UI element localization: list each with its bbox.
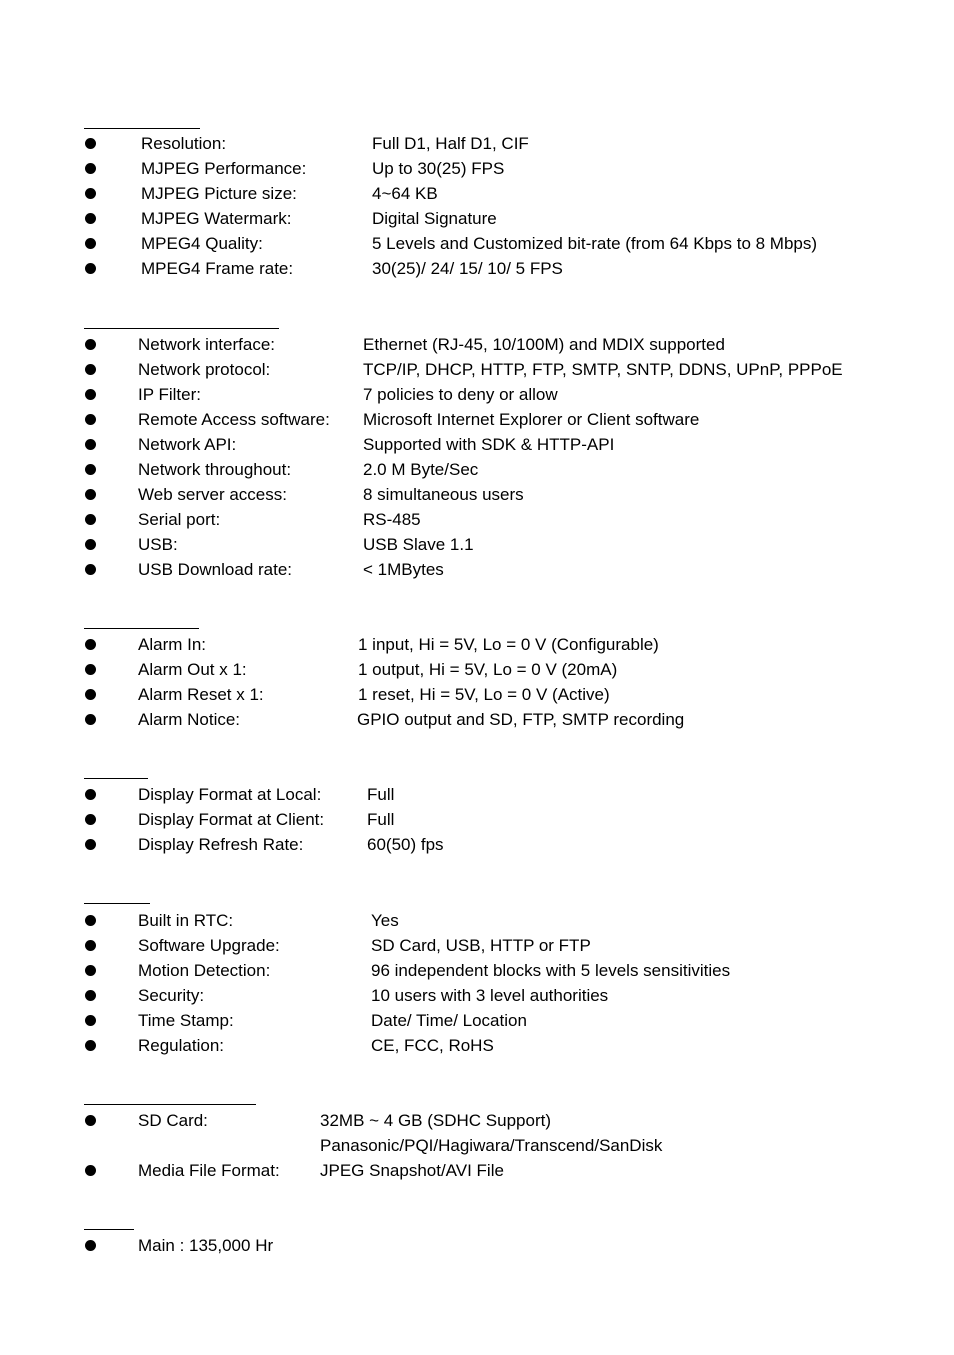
spec-label: Web server access: xyxy=(138,485,287,504)
spec-value: Yes xyxy=(371,911,399,930)
spec-label: IP Filter: xyxy=(138,385,201,404)
spec-value: Date/ Time/ Location xyxy=(371,1011,527,1030)
spec-value: 8 simultaneous users xyxy=(363,485,524,504)
section-underline xyxy=(84,128,200,129)
spec-value: Microsoft Internet Explorer or Client software xyxy=(363,410,700,429)
spec-label: Time Stamp: xyxy=(138,1011,234,1030)
spec-label: SD Card: xyxy=(138,1111,208,1130)
spec-value: 1 reset, Hi = 5V, Lo = 0 V (Active) xyxy=(358,685,610,704)
bullet-icon xyxy=(85,814,96,825)
spec-label: Alarm Out x 1: xyxy=(138,660,247,679)
spec-value: USB Slave 1.1 xyxy=(363,535,474,554)
spec-value: Up to 30(25) FPS xyxy=(372,159,505,178)
bullet-icon xyxy=(85,439,96,450)
spec-label: USB: xyxy=(138,535,178,554)
spec-label: Serial port: xyxy=(138,510,221,529)
bullet-icon xyxy=(85,263,96,274)
spec-label: Alarm In: xyxy=(138,635,207,654)
spec-value: SD Card, USB, HTTP or FTP xyxy=(371,936,591,955)
spec-value: TCP/IP, DHCP, HTTP, FTP, SMTP, SNTP, DDNS, UPnP, PPPoE xyxy=(363,360,843,379)
spec-label: MJPEG Picture size: xyxy=(141,184,297,203)
spec-value: Full xyxy=(367,785,395,804)
bullet-icon xyxy=(85,689,96,700)
spec-value: 96 independent blocks with 5 levels sensitivities xyxy=(371,961,731,980)
spec-value: CE, FCC, RoHS xyxy=(371,1036,494,1055)
bullet-icon xyxy=(85,364,96,375)
bullet-icon xyxy=(85,514,96,525)
bullet-icon xyxy=(85,639,96,650)
bullet-icon xyxy=(85,915,96,926)
spec-value: 5 Levels and Customized bit-rate (from 64 Kbps to 8 Mbps) xyxy=(372,234,818,253)
spec-value: 2.0 M Byte/Sec xyxy=(363,460,479,479)
bullet-icon xyxy=(85,213,96,224)
bullet-icon xyxy=(85,839,96,850)
spec-label: Network throughout: xyxy=(138,460,292,479)
spec-label: USB Download rate: xyxy=(138,560,293,579)
bullet-icon xyxy=(85,238,96,249)
bullet-icon xyxy=(85,489,96,500)
spec-label: Display Format at Local: xyxy=(138,785,322,804)
spec-label: Resolution: xyxy=(141,134,227,153)
bullet-icon xyxy=(85,664,96,675)
spec-value: 32MB ~ 4 GB (SDHC Support) xyxy=(320,1111,552,1130)
bullet-icon xyxy=(85,188,96,199)
section-underline xyxy=(84,1104,256,1105)
spec-value: 10 users with 3 level authorities xyxy=(371,986,609,1005)
bullet-icon xyxy=(85,1240,96,1251)
spec-label: Security: xyxy=(138,986,205,1005)
spec-label: Software Upgrade: xyxy=(138,936,280,955)
spec-label: Alarm Notice: xyxy=(138,710,241,729)
bullet-icon xyxy=(85,990,96,1001)
spec-label: Display Refresh Rate: xyxy=(138,835,304,854)
spec-label: MJPEG Performance: xyxy=(141,159,307,178)
spec-value: Full xyxy=(367,810,395,829)
bullet-icon xyxy=(85,414,96,425)
spec-label: MJPEG Watermark: xyxy=(141,209,292,228)
bullet-icon xyxy=(85,564,96,575)
spec-label: Alarm Reset x 1: xyxy=(138,685,264,704)
bullet-icon xyxy=(85,1040,96,1051)
spec-label: Network API: xyxy=(138,435,237,454)
bullet-icon xyxy=(85,163,96,174)
spec-value: Digital Signature xyxy=(372,209,497,228)
bullet-icon xyxy=(85,714,96,725)
bullet-icon xyxy=(85,539,96,550)
section-underline xyxy=(84,628,199,629)
spec-label: Remote Access software: xyxy=(138,410,330,429)
spec-value: 60(50) fps xyxy=(367,835,444,854)
spec-value: Ethernet (RJ-45, 10/100M) and MDIX supported xyxy=(363,335,725,354)
spec-value: < 1MBytes xyxy=(363,560,444,579)
spec-label: Network interface: xyxy=(138,335,275,354)
spec-value: Full D1, Half D1, CIF xyxy=(372,134,529,153)
bullet-icon xyxy=(85,339,96,350)
spec-label: Network protocol: xyxy=(138,360,271,379)
spec-value: JPEG Snapshot/AVI File xyxy=(320,1161,504,1180)
spec-label: Media File Format: xyxy=(138,1161,280,1180)
bullet-icon xyxy=(85,138,96,149)
spec-label: Regulation: xyxy=(138,1036,225,1055)
spec-label: MPEG4 Quality: xyxy=(141,234,263,253)
spec-value: RS-485 xyxy=(363,510,421,529)
spec-value: GPIO output and SD, FTP, SMTP recording xyxy=(357,710,685,729)
spec-value: 4~64 KB xyxy=(372,184,438,203)
spec-value: Panasonic/PQI/Hagiwara/Transcend/SanDisk xyxy=(320,1136,663,1155)
spec-label: Motion Detection: xyxy=(138,961,271,980)
section-underline xyxy=(84,328,279,329)
spec-value: 1 output, Hi = 5V, Lo = 0 V (20mA) xyxy=(358,660,618,679)
section-underline xyxy=(84,778,148,779)
section-underline xyxy=(84,1229,134,1230)
spec-label: Built in RTC: xyxy=(138,911,234,930)
bullet-icon xyxy=(85,940,96,951)
bullet-icon xyxy=(85,789,96,800)
spec-label: Display Format at Client: xyxy=(138,810,325,829)
bullet-icon xyxy=(85,1165,96,1176)
spec-label: Main : 135,000 Hr xyxy=(138,1236,274,1255)
spec-value: 7 policies to deny or allow xyxy=(363,385,558,404)
spec-value: Supported with SDK & HTTP-API xyxy=(363,435,615,454)
bullet-icon xyxy=(85,389,96,400)
spec-value: 1 input, Hi = 5V, Lo = 0 V (Configurable) xyxy=(358,635,659,654)
bullet-icon xyxy=(85,1015,96,1026)
spec-value: 30(25)/ 24/ 15/ 10/ 5 FPS xyxy=(372,259,563,278)
bullet-icon xyxy=(85,464,96,475)
section-underline xyxy=(84,903,150,904)
bullet-icon xyxy=(85,965,96,976)
spec-label: MPEG4 Frame rate: xyxy=(141,259,294,278)
bullet-icon xyxy=(85,1115,96,1126)
